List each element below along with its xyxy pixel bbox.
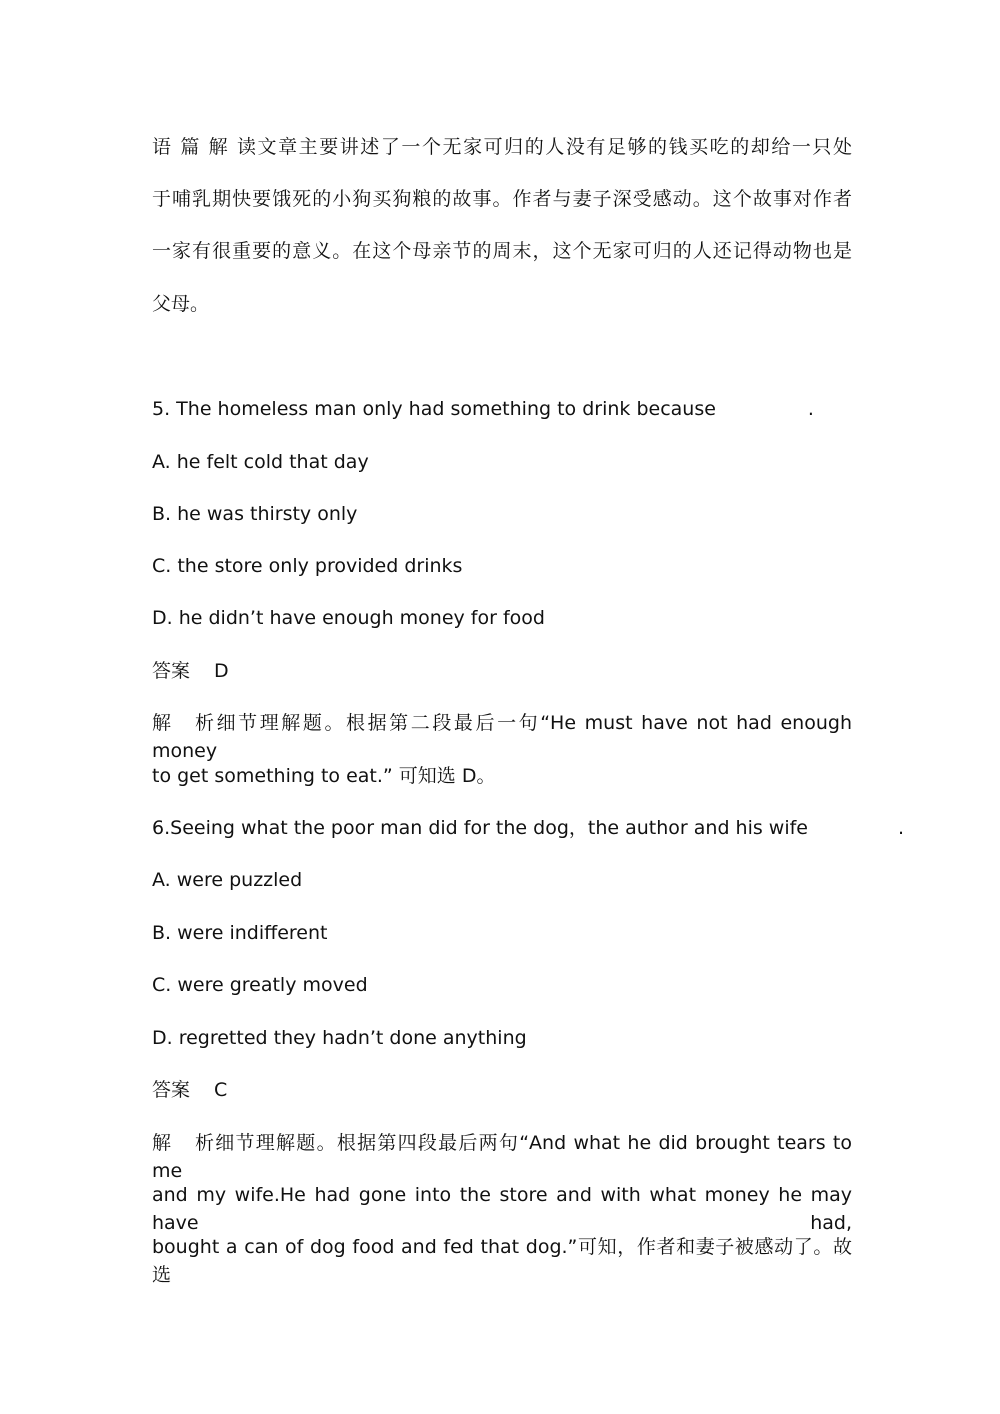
q6-answer-label: 答案 [152,1079,191,1101]
q6-option-b: B. were indifferent [152,922,328,944]
question-5-text: 5. The homeless man only had something to drink because [152,398,716,420]
q6-answer [152,1076,852,1104]
q5-answer-value: D [214,660,229,682]
q5-answer [152,657,852,685]
q5-answer-label: 答案 [152,660,191,682]
question-6-text: 6.Seeing what the poor man did for the dog，the author and his wife [152,817,809,839]
q6-analysis-line-1 [152,1129,852,1185]
summary-line-4: 父母。 [152,293,210,315]
q5-option-c: C. the store only provided drinks [152,555,463,577]
q6-option-a: A. were puzzled [152,869,303,891]
summary-text-1: 文章主要讲述了一个无家可归的人没有足够的钱买吃的却给一只处 [256,136,852,158]
q6-option-d: D. regretted they hadn’t done anything [152,1027,527,1049]
q6-option-c: C. were greatly moved [152,974,368,996]
q5-option-d: D. he didn’t have enough money for food [152,607,545,629]
q5-option-b: B. he was thirsty only [152,503,358,525]
question-5-stem [152,395,852,423]
q6-analysis-line-2: and my wife.He had gone into the store and with what money he may have had, [152,1184,852,1234]
q5-analysis-label: 解析 [152,712,214,734]
question-6-period: . [898,817,905,839]
q6-answer-value: C [214,1079,228,1101]
summary-line-2: 于哺乳期快要饿死的小狗买狗粮的故事。作者与妻子深受感动。这个故事对作者 [152,188,852,210]
q5-analysis-text-1: 细节理解题。根据第二段最后一句“He must have not had enough money [152,712,852,762]
question-6-stem [152,814,905,842]
summary-line-3: 一家有很重要的意义。在这个母亲节的周末，这个无家可归的人还记得动物也是 [152,240,852,262]
question-5-period: . [807,398,814,420]
q6-analysis-label: 解析 [152,1132,214,1154]
q5-analysis-line-1 [152,709,852,765]
q6-analysis-line-3: bought a can of dog food and fed that dog.”可知，作者和妻子被感动了。故选 [152,1236,852,1286]
summary-label: 语篇解读 [152,136,256,158]
q5-analysis-line-2: to get something to eat.” 可知选 D。 [152,765,496,787]
q6-analysis-text-1: 细节理解题。根据第四段最后两句“And what he did brought tears to me [152,1132,852,1182]
summary-line-1 [152,133,852,161]
q5-option-a: A. he felt cold that day [152,451,369,473]
